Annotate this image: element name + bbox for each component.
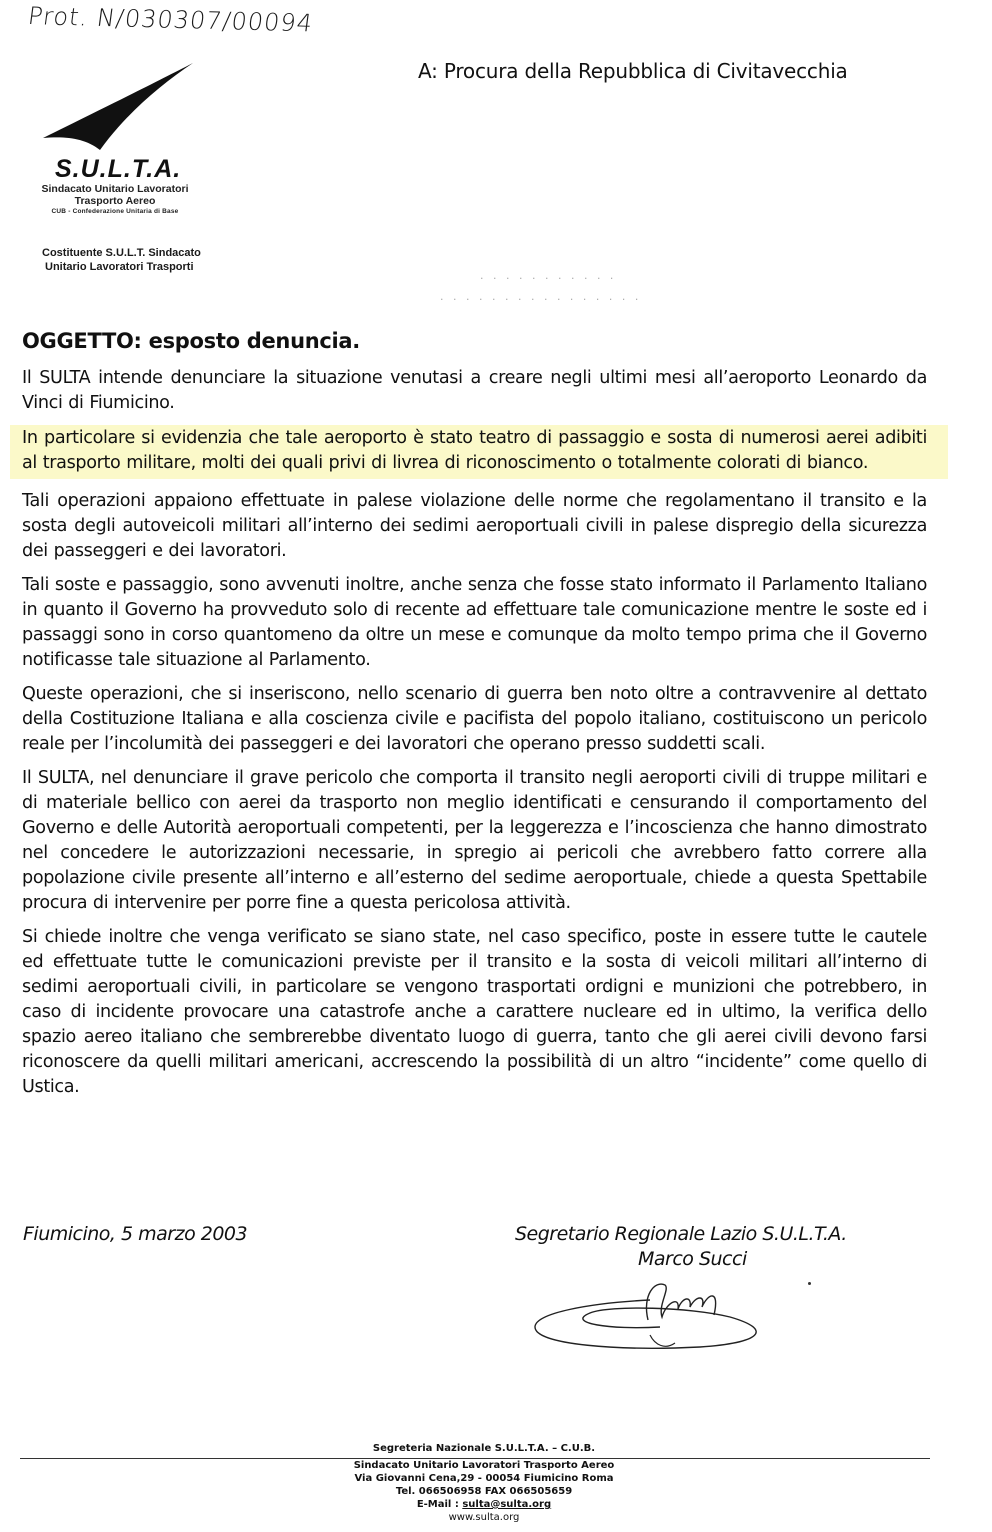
highlighted-paragraph: In particolare si evidenzia che tale aeroporto è stato teatro di passaggio e sosta di numerosi aerei adibiti al trasporto militare, molti dei quali privi di livrea di riconoscimento o totalmente colorati di bianco.: [10, 425, 948, 479]
paragraph: Il SULTA intende denunciare la situazione venutasi a creare negli ultimi mesi all’aeroporto Leonardo da Vinci di Fiumicino.: [22, 368, 927, 413]
footer-email-row: [0, 1498, 980, 1512]
ink-dot: [808, 1282, 811, 1285]
footer-address: Via Giovanni Cena,29 - 00054 Fiumicino Roma: [354, 1473, 614, 1484]
paragraph: Tali soste e passaggio, sono avvenuti inoltre, anche senza che fosse stato informato il Parlamento Italiano in quanto il Governo ha provveduto solo di recente ad effettuare tale comunicazione mentre le soste ed i passaggi sono in corso quantomeno da oltre un mese e comunque da molto tempo prima che il Governo notificasse tale situazione al Parlamento.: [22, 575, 927, 670]
place-date: Fiumicino, 5 marzo 2003: [23, 1223, 248, 1245]
footer-website-link[interactable]: www.sulta.org: [448, 1512, 520, 1523]
letter-subject: OGGETTO: esposto denuncia.: [22, 329, 360, 353]
footer-title: Segreteria Nazionale S.U.L.T.A. – C.U.B.: [372, 1443, 596, 1454]
logo-subtitle-line-2: Trasporto Aereo: [74, 195, 156, 207]
footer-org-name: Sindacato Unitario Lavoratori Trasporto Aereo: [353, 1460, 615, 1471]
paragraph: Il SULTA, nel denunciare il grave pericolo che comporta il transito negli aeroporti civili di truppe militari e di materiale bellico con aerei da trasporto non meglio identificati e censurando il comportamento del Governo e delle Autorità aeroportuali competenti, per la leggerezza e l’incoscienza che hanno dimostrato nel concedere le autorizzazioni necessarie, in spregio ai pericoli che avrebbero fatto correre alla popolazione civile presente all’interno e all’esterno del sedime aeroportuale, chiede a questa Spettabile procura di intervenire per porre fine a questa pericolosa attività.: [22, 768, 927, 913]
faded-stamp-line-1: · · · · · · · · · · ·: [480, 272, 617, 285]
protocol-number: Prot. N/030307/00094: [26, 2, 315, 38]
footer-phone-fax: Tel. 066506958 FAX 066505659: [395, 1486, 573, 1497]
paragraph: Tali operazioni appaiono effettuate in palese violazione delle norme che regolamentano il transito e la sosta degli autoveicoli militari all’interno dei sedimi aeroportuali civili in palese dispregio della sicurezza dei passeggeri e dei lavoratori.: [22, 491, 927, 561]
constituent-line-2: Unitario Lavoratori Trasporti: [45, 261, 194, 273]
paragraph: Si chiede inoltre che venga verificato se siano state, nel caso specifico, poste in essere tutte le cautele ed effettuate tutte le comunicazioni previste per il transito e la sosta di veicoli militari all’interno di sedimi aeroportuali civili, in particolare se vengono trasportati ordigni e munizioni che potrebbero, in caso di incidente provocare una catastrofe anche a carattere nucleare ed in ultimo, la verifica dello spazio aereo italiano che sembrerebbe diventato luogo di guerra, tanto che gli aerei civili devono farsi riconoscere da quelli militari americani, accrescendo la possibilità di un altro “incidente” come quello di Ustica.: [22, 927, 927, 1097]
paragraph: Queste operazioni, che si inseriscono, nello scenario di guerra ben noto oltre a contravvenire al dettato della Costituzione Italiana e alla coscienza civile e pacifista del popolo italiano, costituiscono un pericolo reale per l’incolumità dei passeggeri e dei lavoratori che operano presso suddetti scali.: [22, 684, 927, 754]
footer-email-link[interactable]: sulta@sulta.org: [462, 1499, 552, 1510]
footer-email-label: E-Mail :: [416, 1499, 463, 1510]
handwritten-signature-icon: [530, 1275, 790, 1355]
recipient: A: Procura della Repubblica di Civitavecchia: [418, 59, 848, 83]
constituent-line-1: Costituente S.U.L.T. Sindacato: [42, 247, 201, 259]
signer-role: Segretario Regionale Lazio S.U.L.T.A.: [515, 1223, 847, 1245]
sulta-wing-logo-icon: [40, 60, 200, 155]
signer-name: Marco Succi: [638, 1248, 747, 1270]
letter-body: [22, 366, 927, 1109]
logo-subtitle-line-3: CUB - Confederazione Unitaria di Base: [51, 208, 179, 215]
logo-subtitle-line-1: Sindacato Unitario Lavoratori: [41, 183, 189, 195]
logo-name: S.U.L.T.A.: [55, 155, 182, 183]
faded-stamp-line-2: . . . . . . . . . . . . . . . .: [440, 290, 642, 303]
